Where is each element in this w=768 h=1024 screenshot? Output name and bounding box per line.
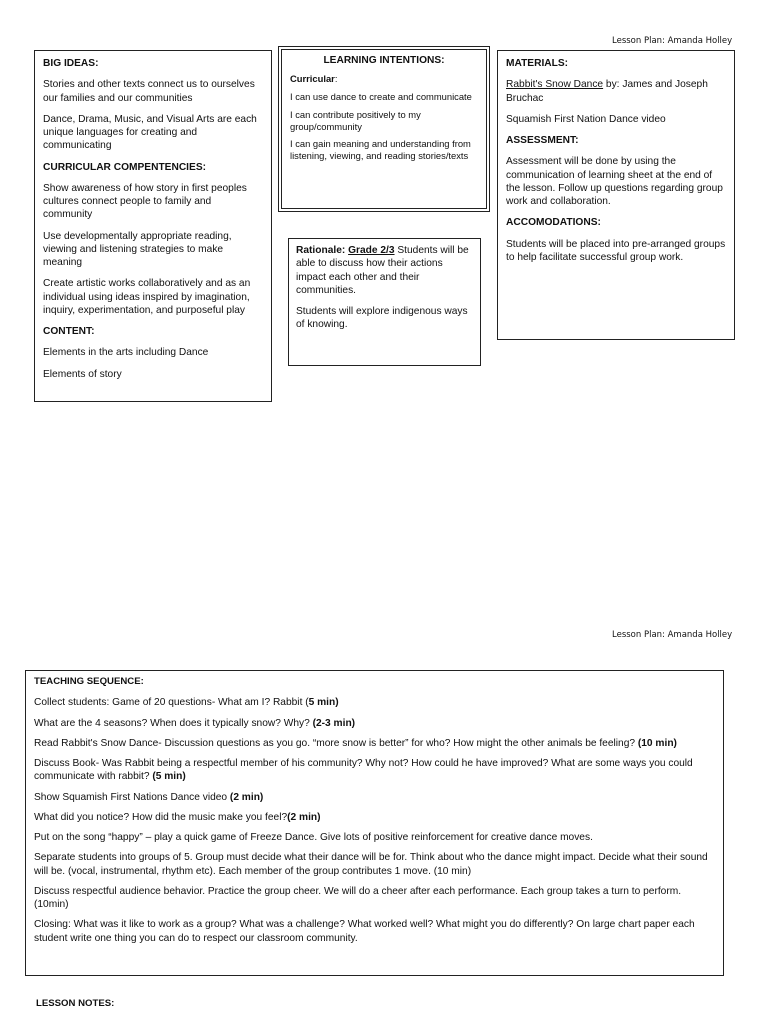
lesson-notes-title: LESSON NOTES: (36, 998, 115, 1009)
sequence-step: What did you notice? How did the music make you feel?(2 min) (34, 811, 321, 823)
material-video: Squamish First Nation Dance video (506, 113, 666, 125)
big-idea-item: Dance, Drama, Music, and Visual Arts are each unique languages for creating and communicating (43, 113, 257, 152)
learning-intentions-box (278, 46, 490, 212)
competency-item: Show awareness of how story in first peoples cultures connect people to family and community (43, 182, 247, 221)
competencies-title: CURRICULAR COMPENTENCIES: (43, 161, 206, 173)
curricular-colon: : (334, 73, 338, 85)
sequence-step: Put on the song “happy” – play a quick game of Freeze Dance. Give lots of positive reinforcement for creative dance moves. (34, 832, 593, 844)
sequence-step: Discuss Book- Was Rabbit being a respectful member of his community? Why not? How could he have improved? What are some ways you could communicate with rabbit? (5 min) (34, 758, 693, 783)
content-title: CONTENT: (43, 326, 95, 337)
rationale-label: Rationale: (296, 245, 346, 256)
accommodations-title: ACCOMODATIONS: (506, 217, 601, 229)
rationale-text-2: Students will explore indigenous ways of knowing. (296, 306, 468, 331)
sequence-step: Collect students: Game of 20 questions- What am I? Rabbit (5 min) (34, 697, 339, 709)
teaching-title: TEACHING SEQUENCE: (34, 676, 144, 687)
sequence-step: Read Rabbit's Snow Dance- Discussion questions as you go. “more snow is better” for who? How might the other animals be feeling? (10 min) (34, 737, 677, 749)
teaching-sequence-box (25, 670, 724, 976)
sequence-step: Discuss respectful audience behavior. Practice the group cheer. We will do a cheer after each performance. Each group takes a turn to perform.(10min) (34, 885, 682, 911)
materials-box (497, 50, 735, 340)
competency-item: Use developmentally appropriate reading, viewing and listening strategies to make meaning (43, 230, 232, 268)
content-item: Elements in the arts including Dance (43, 347, 209, 359)
sequence-step: What are the 4 seasons? When does it typically snow? Why? (2-3 min) (34, 717, 356, 729)
sequence-step: Closing: What was it like to work as a group? What was a challenge? What worked well? What might you do differently? On large chart paper each student write one thing you can do to respect our classroom community. (34, 919, 695, 944)
big-ideas-title: BIG IDEAS: (43, 58, 99, 69)
materials-title: MATERIALS: (506, 58, 569, 69)
competency-item: Create artistic works collaboratively and as an individual using ideas inspired by imagination, inquiry, experimentation, and purposeful play (43, 278, 251, 316)
accommodations-text: Students will be placed into pre-arranged groups to help facilitate successful group work. (506, 238, 726, 263)
rationale-grade: Grade 2/3 (348, 245, 395, 256)
book-title: Rabbit's Snow Dance (506, 79, 604, 91)
intention-item: I can use dance to create and communicate (290, 91, 472, 102)
big-ideas-box (34, 50, 272, 402)
rationale-text: Students will be able to discuss how their actions impact each other and their communities. (296, 245, 469, 296)
sequence-step: Show Squamish First Nations Dance video (2 min) (34, 791, 264, 803)
rationale-box (288, 238, 481, 366)
sequence-step: Separate students into groups of 5. Group must decide what their dance will be for. Think about who the dance might impact. Decide what their sound will be. (vocal, instrumental, rhythm etc). Each member of the group contributes 1 move. (10 min) (34, 852, 708, 877)
big-idea-item: Stories and other texts connect us to ourselves our families and our communities (43, 79, 255, 104)
intention-item: I can gain meaning and understanding from listening, viewing, and reading stories/texts (290, 138, 471, 161)
book-authors: by: James and Joseph Bruchac (506, 79, 708, 104)
page-header: Lesson Plan: Amanda Holley (612, 36, 733, 46)
intention-item: I can contribute positively to my group/community (290, 108, 421, 132)
content-item: Elements of story (43, 368, 122, 380)
learning-title: LEARNING INTENTIONS: (323, 55, 445, 66)
assessment-title: ASSESSMENT: (506, 135, 579, 146)
assessment-text: Assessment will be done by using the communication of learning sheet at the end of the lesson. Follow up questions regarding group work and collaboration. (506, 156, 723, 207)
page-header-2: Lesson Plan: Amanda Holley (612, 630, 733, 640)
curricular-label: Curricular (290, 73, 335, 85)
